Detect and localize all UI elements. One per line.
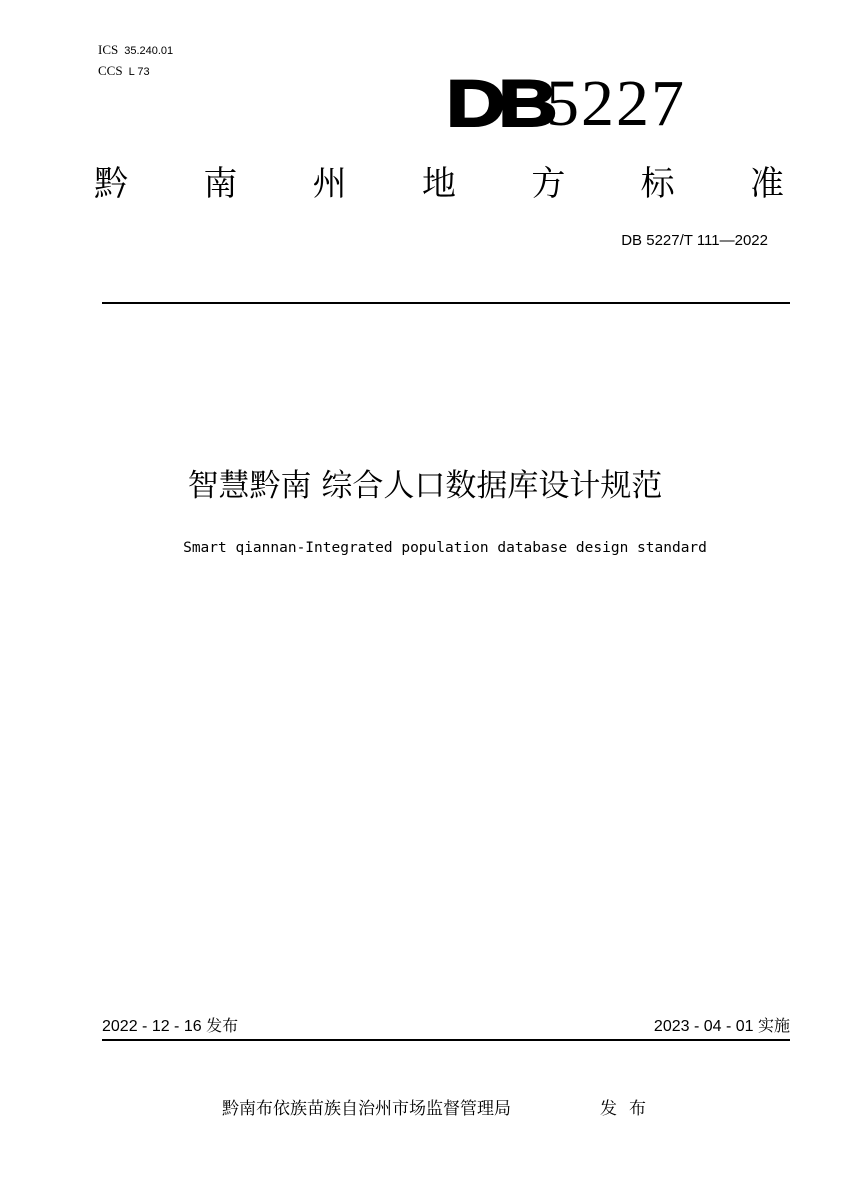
standard-type-heading <box>94 162 784 206</box>
standard-type-char: 黔 <box>94 164 128 204</box>
ccs-label: CCS <box>98 63 123 78</box>
ics-code: 35.240.01 <box>124 45 174 57</box>
document-title-en: Smart qiannan-Integrated population database design standard <box>183 540 707 556</box>
issue-date: 2022 - 12 - 16 发布 <box>102 1018 239 1035</box>
standard-type-char: 方 <box>531 164 566 204</box>
effective-date: 2023 - 04 - 01 实施 <box>653 1018 790 1035</box>
db-logo-number: 5227 <box>546 67 686 140</box>
db-logo-prefix: DB <box>446 66 551 140</box>
standard-type-char: 州 <box>312 164 347 204</box>
document-title-cn: 智慧黔南 综合人口数据库设计规范 <box>187 468 663 504</box>
standard-type-char: 准 <box>749 164 784 204</box>
standard-code: DB 5227/T 111—2022 <box>621 232 768 249</box>
ccs-line <box>98 64 150 79</box>
ics-label: ICS <box>98 42 119 57</box>
issuing-authority: 黔南布依族苗族自治州市场监督管理局 <box>222 1099 511 1119</box>
bottom-divider <box>102 1039 790 1041</box>
standard-type-char: 标 <box>640 164 675 204</box>
standard-type-char: 南 <box>203 164 238 204</box>
issue-action: 发布 <box>600 1099 658 1119</box>
top-divider <box>102 302 790 304</box>
db-logo <box>446 66 736 140</box>
ics-line <box>98 43 173 58</box>
standard-type-char: 地 <box>421 164 456 204</box>
ccs-code: L 73 <box>128 66 150 78</box>
